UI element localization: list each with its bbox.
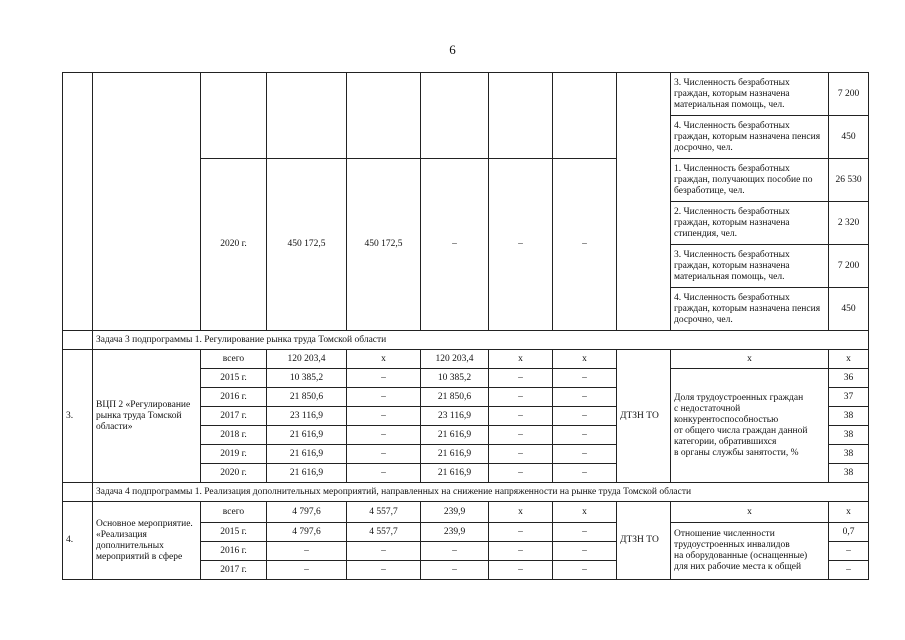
task3-heading: Задача 3 подпрограммы 1. Регулирование рынка труда Томской области — [93, 331, 869, 350]
indicator-value: 0,7 — [829, 523, 869, 542]
other-cell: – — [553, 159, 617, 331]
total-cell: – — [267, 561, 347, 580]
indicator-text: Доля трудоустроенных граждан с недостаточной конкурентоспособностью от общего числа граждан данной категории, обратившихся в органы службы занятости, % — [671, 369, 829, 483]
indicator-value: 7 200 — [829, 73, 869, 116]
executor-cell: ДТЗН ТО — [617, 350, 671, 483]
indicator-value: 2 320 — [829, 202, 869, 245]
total-cell: 21 616,9 — [267, 426, 347, 445]
federal-cell: – — [347, 445, 421, 464]
row-number: 3. — [63, 350, 93, 483]
indicator-value: 38 — [829, 407, 869, 426]
page-number: 6 — [449, 42, 456, 57]
regional-cell: 10 385,2 — [421, 369, 489, 388]
regional-cell: – — [421, 159, 489, 331]
regional-cell: 21 616,9 — [421, 464, 489, 483]
other-cell: – — [553, 388, 617, 407]
other-cell: – — [553, 464, 617, 483]
local-cell: – — [489, 445, 553, 464]
local-cell: – — [489, 426, 553, 445]
indicator-value: 7 200 — [829, 245, 869, 288]
other-cell: – — [553, 407, 617, 426]
federal-cell: – — [347, 464, 421, 483]
indicator-value: – — [829, 542, 869, 561]
year-cell: всего — [201, 350, 267, 369]
local-cell: – — [489, 523, 553, 542]
federal-cell: – — [347, 561, 421, 580]
indicator-header: х — [671, 502, 829, 523]
indicator-text: 3. Численность безработных граждан, которым назначена материальная помощь, чел. — [671, 73, 829, 116]
task-heading-row — [63, 331, 869, 350]
local-cell: х — [489, 350, 553, 369]
empty-num-cell — [63, 73, 93, 331]
indicator-value: 450 — [829, 116, 869, 159]
local-cell: – — [489, 542, 553, 561]
regional-cell: 239,9 — [421, 523, 489, 542]
total-cell: 450 172,5 — [267, 159, 347, 331]
federal-cell: – — [347, 369, 421, 388]
row-number: 4. — [63, 502, 93, 580]
indicator-value: х — [829, 502, 869, 523]
regional-cell: 21 850,6 — [421, 388, 489, 407]
total-cell: 4 797,6 — [267, 502, 347, 523]
indicator-value: 26 530 — [829, 159, 869, 202]
indicator-text: 4. Численность безработных граждан, которым назначена пенсия досрочно, чел. — [671, 116, 829, 159]
federal-cell: – — [347, 407, 421, 426]
year-cell: 2016 г. — [201, 542, 267, 561]
indicator-text: 1. Численность безработных граждан, получающих пособие по безработице, чел. — [671, 159, 829, 202]
local-cell: – — [489, 388, 553, 407]
table-row — [63, 73, 869, 116]
local-cell: – — [489, 407, 553, 426]
year-cell: 2017 г. — [201, 561, 267, 580]
local-cell: – — [489, 561, 553, 580]
other-cell: х — [553, 502, 617, 523]
program-name: ВЦП 2 «Регулирование рынка труда Томской области» — [93, 350, 201, 483]
total-cell: 21 616,9 — [267, 464, 347, 483]
total-cell: 120 203,4 — [267, 350, 347, 369]
empty-year-cell — [201, 73, 267, 159]
task-heading-row — [63, 483, 869, 502]
empty-name-cell — [93, 73, 201, 331]
year-cell: 2018 г. — [201, 426, 267, 445]
total-cell: 4 797,6 — [267, 523, 347, 542]
local-cell: х — [489, 502, 553, 523]
indicator-text: 4. Численность безработных граждан, которым назначена пенсия досрочно, чел. — [671, 288, 829, 331]
federal-cell: х — [347, 350, 421, 369]
federal-cell: – — [347, 542, 421, 561]
federal-cell: – — [347, 388, 421, 407]
other-cell: – — [553, 445, 617, 464]
other-cell: – — [553, 542, 617, 561]
total-cell: 21 850,6 — [267, 388, 347, 407]
indicator-header: х — [671, 350, 829, 369]
table-row — [63, 502, 869, 523]
total-cell: – — [267, 542, 347, 561]
total-cell: 23 116,9 — [267, 407, 347, 426]
regional-cell: 239,9 — [421, 502, 489, 523]
other-cell: – — [553, 426, 617, 445]
regional-cell: 21 616,9 — [421, 426, 489, 445]
year-cell: 2015 г. — [201, 369, 267, 388]
total-cell: 10 385,2 — [267, 369, 347, 388]
indicator-value: 450 — [829, 288, 869, 331]
year-cell: 2020 г. — [201, 464, 267, 483]
regional-cell: – — [421, 561, 489, 580]
empty-executor-cell — [617, 73, 671, 331]
year-cell: 2015 г. — [201, 523, 267, 542]
indicator-text: 2. Численность безработных граждан, которым назначена стипендия, чел. — [671, 202, 829, 245]
executor-cell: ДТЗН ТО — [617, 502, 671, 580]
federal-cell: 4 557,7 — [347, 502, 421, 523]
indicator-value: 37 — [829, 388, 869, 407]
indicator-value: 38 — [829, 464, 869, 483]
program-name: Основное мероприятие. «Реализация дополнительных мероприятий в сфере — [93, 502, 201, 580]
other-cell: – — [553, 369, 617, 388]
indicator-value: х — [829, 350, 869, 369]
indicator-text: 3. Численность безработных граждан, которым назначена материальная помощь, чел. — [671, 245, 829, 288]
year-cell: 2020 г. — [201, 159, 267, 331]
total-cell: 21 616,9 — [267, 445, 347, 464]
indicator-value: 36 — [829, 369, 869, 388]
other-cell: – — [553, 523, 617, 542]
local-cell: – — [489, 159, 553, 331]
other-cell: – — [553, 561, 617, 580]
local-cell: – — [489, 369, 553, 388]
task4-heading: Задача 4 подпрограммы 1. Реализация дополнительных мероприятий, направленных на снижение напряженности на рынке труда Томской области — [93, 483, 869, 502]
federal-cell: – — [347, 426, 421, 445]
regional-cell: 120 203,4 — [421, 350, 489, 369]
local-cell: – — [489, 464, 553, 483]
program-table — [62, 72, 869, 580]
year-cell: 2017 г. — [201, 407, 267, 426]
federal-cell: 450 172,5 — [347, 159, 421, 331]
indicator-text: Отношение численности трудоустроенных инвалидов на оборудованные (оснащенные) для них рабочие места к общей — [671, 523, 829, 580]
year-cell: всего — [201, 502, 267, 523]
table-row — [63, 350, 869, 369]
other-cell: х — [553, 350, 617, 369]
regional-cell: 23 116,9 — [421, 407, 489, 426]
indicator-value: – — [829, 561, 869, 580]
year-cell: 2016 г. — [201, 388, 267, 407]
federal-cell: 4 557,7 — [347, 523, 421, 542]
indicator-value: 38 — [829, 426, 869, 445]
indicator-value: 38 — [829, 445, 869, 464]
regional-cell: – — [421, 542, 489, 561]
year-cell: 2019 г. — [201, 445, 267, 464]
regional-cell: 21 616,9 — [421, 445, 489, 464]
